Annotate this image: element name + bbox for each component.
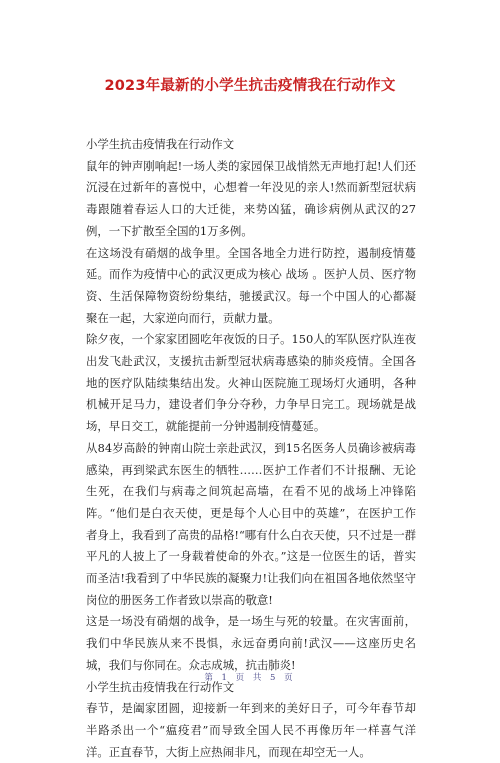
page-number-footer: 第 1 页 共 5 页 bbox=[204, 673, 296, 683]
section-heading: 小学生抗击疫情我在行动作文 bbox=[86, 679, 235, 694]
document-title: 2023年最新的小学生抗击疫情我在行动作文 bbox=[104, 78, 396, 94]
paragraph: 春节，是阖家团圆，迎接新一年到来的美好日子，可今年春节却半路杀出一个“瘟疫君”而导致全国人民不再像历年一样喜气洋洋。正直春节，大街上应热闹非凡，而现在却空无一人。 bbox=[86, 701, 416, 759]
paragraph: 鼠年的钟声刚响起!一场人类的家园保卫战悄然无声地打起!人们还沉浸在过新年的喜悦中，心想着一年没见的亲人!然而新型冠状病毒跟随着春运人口的大迁徙，来势凶猛，确诊病例从武汉的27例，一下扩散至全国的1万多例。 bbox=[86, 158, 416, 238]
paragraph: 从84岁高龄的钟南山院士亲赴武汉，到15名医务人员确诊被病毒感染，再到梁武东医生的牺牲……医护工作者们不计报酬、无论生死，在我们与病毒之间筑起高墙，在看不见的战场上冲锋陷阵。“他们是白衣天使，更是每个人心目中的英雄”，在医护工作者身上，我看到了高贵的品格!“哪有什么白衣天使，只不过是一群平凡的人披上了一身载着使命的外衣。”这是一位医生的话，普实而圣洁!我看到了中华民族的凝聚力!让我们向在祖国各地依然坚守岗位的册医务工作者致以崇高的敬意! bbox=[86, 440, 416, 607]
paragraph: 在这场没有硝烟的战争里。全国各地全力进行防控，遏制疫情蔓延。而作为疫情中心的武汉更成为核心 战场 。医护人员、医疗物资、生活保障物资纷纷集结，驰援武汉。每一个中国人的心都凝聚在一起，大家逆向而行，贡献力量。 bbox=[86, 245, 416, 325]
section-heading: 小学生抗击疫情我在行动作文 bbox=[86, 137, 235, 151]
paragraph: 这是一场没有硝烟的战争，是一场生与死的较量。在灾害面前，我们中华民族从来不畏惧，永远奋勇向前!武汉——这座历史名城，我们与你同在。众志成城，抗击肺炎! bbox=[86, 614, 416, 672]
document-body bbox=[86, 134, 416, 763]
paragraph: 除夕夜，一个家家团圆吃年夜饭的日子。150人的军队医疗队连夜出发飞赴武汉，支援抗击新型冠状病毒感染的肺炎疫情。全国各地的医疗队陆续集结出发。火神山医院施工现场灯火通明，各种机械开足马力，建设者们争分夺秒，力争早日完工。现场就是战场，早日交工，就能提前一分钟遏制疫情蔓延。 bbox=[86, 332, 416, 434]
